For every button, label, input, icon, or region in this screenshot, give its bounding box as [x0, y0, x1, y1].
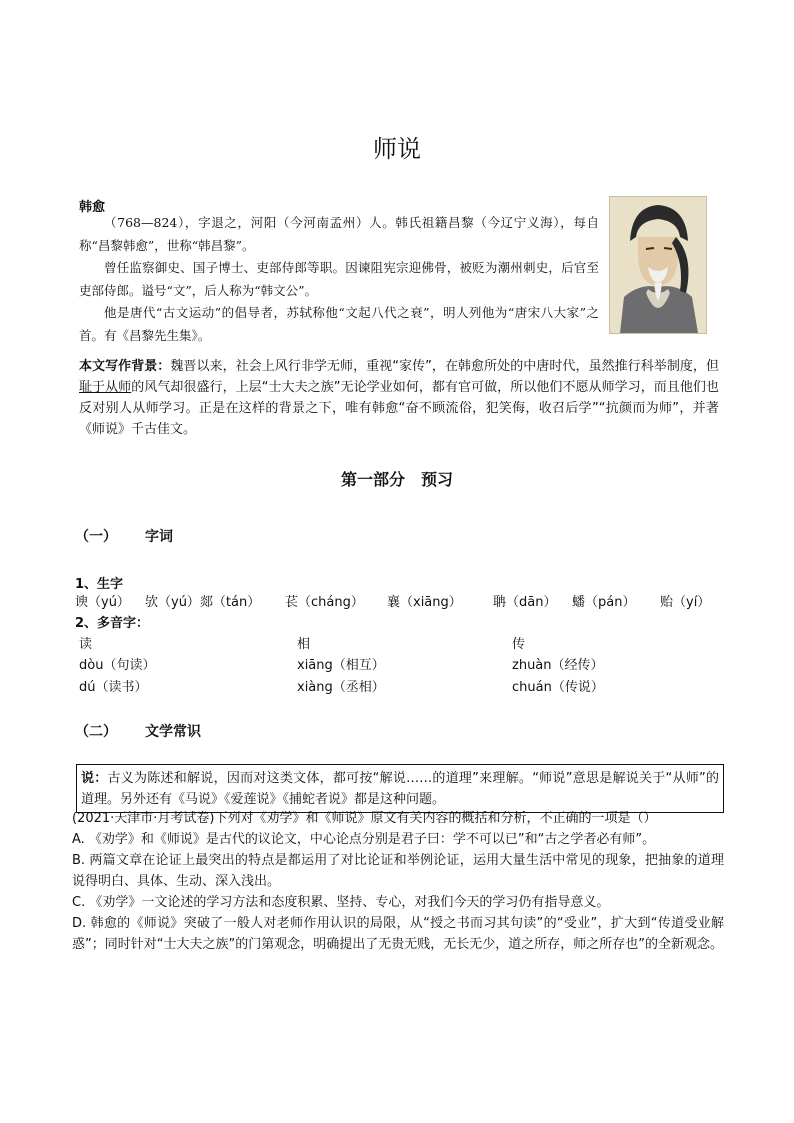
- new-characters-row: [75, 591, 725, 611]
- polyphonic-heading: 2、多音字：: [75, 616, 150, 631]
- author-bio: [79, 212, 599, 347]
- polyphonic-reading: xiāng（相互）: [297, 658, 385, 673]
- question-stem: (2021·天津市·月考试卷)下列对《劝学》和《师说》原文有关内容的概括和分析，不正确的一项是（）: [72, 811, 657, 826]
- new-characters-heading: 1、生字: [75, 577, 124, 592]
- writing-background: [79, 356, 719, 440]
- new-character-item: 聃（dān）: [493, 595, 557, 610]
- polyphonic-char: 读: [79, 637, 93, 652]
- part-one-title: 第一部分 预习: [340, 470, 453, 489]
- new-character-item: 蟠（pán）: [572, 595, 636, 610]
- shuo-label: 说：: [81, 771, 108, 786]
- new-character-item: 谀（yú）: [75, 595, 130, 610]
- polyphonic-reading: dú（读书）: [79, 680, 148, 695]
- option-d: D. 韩愈的《师说》突破了一般人对老师作用认识的局限，从“授之书而习其句读”的“受业”，扩大到“传道受业解惑”；同时针对“士大夫之族”的门第观念，明确提出了无贵无贱，无长无少，道之所存，师之所存也”的全新观念。: [72, 916, 724, 952]
- section-title: 文学常识: [145, 724, 201, 740]
- new-character-item: 欤（yú）郯（tán）: [145, 595, 261, 610]
- polyphonic-reading: dòu（句读）: [79, 658, 156, 673]
- section-literary-knowledge-heading: [75, 721, 201, 741]
- polyphonic-table: [79, 633, 719, 697]
- page-title: 师说: [373, 135, 421, 163]
- new-character-item: 贻（yí）: [660, 595, 711, 610]
- background-text: 魏晋以来，社会上风行非学无师，重视“家传”，在韩愈所处的中唐时代，虽然推行科举制度，但: [170, 359, 719, 374]
- bio-paragraph: （768—824），字退之，河阳（今河南孟州）人。韩氏祖籍昌黎（今辽宁义海），每自称“昌黎韩愈”，世称“韩昌黎”。: [79, 215, 599, 253]
- han-yu-portrait-image: [609, 196, 707, 334]
- bio-paragraph: 他是唐代“古文运动”的倡导者，苏轼称他“文起八代之衰”，明人列他为“唐宋八大家”之首。有《昌黎先生集》。: [79, 305, 599, 343]
- option-a: A. 《劝学》和《师说》是古代的议论文，中心论点分别是君子曰：学不可以已”和“古之学者必有师”。: [72, 832, 656, 847]
- bio-paragraph: 曾任监察御史、国子博士、吏部侍郎等职。因谏阻宪宗迎佛骨，被贬为潮州刺史，后官至吏部侍郎。谥号“文”，后人称为“韩文公”。: [79, 260, 599, 298]
- background-text: 的风气却很盛行，上层“士大夫之族”无论学业如何，都有官可做，所以他们不愿从师学习，而且他们也反对别人从师学习。正是在这样的背景之下，唯有韩愈“奋不顾流俗，犯笑侮，收召后学”“抗颜而为师”，并著《师说》千古佳文。: [79, 380, 719, 437]
- polyphonic-reading: chuán（传说）: [512, 680, 604, 695]
- author-name: 韩愈: [79, 200, 106, 215]
- section-number: （二）: [75, 724, 117, 740]
- polyphonic-reading: zhuàn（经传）: [512, 658, 604, 673]
- section-number: （一）: [75, 529, 117, 545]
- exam-question: [72, 808, 724, 955]
- polyphonic-char: 传: [512, 637, 526, 652]
- background-label: 本文写作背景：: [79, 359, 171, 374]
- shuo-definition-box: [76, 764, 724, 813]
- new-character-item: 苌（cháng）: [285, 595, 364, 610]
- background-underlined-phrase: 耻于从师: [79, 380, 132, 395]
- polyphonic-reading: xiàng（丞相）: [297, 680, 385, 695]
- new-character-item: 襄（xiāng）: [387, 595, 462, 610]
- shuo-text: 古义为陈述和解说，因而对这类文体，都可按“解说……的道理”来理解。“师说”意思是解说关于“从师”的道理。另外还有《马说》《爱莲说》《捕蛇者说》都是这种问题。: [81, 771, 719, 807]
- section-title: 字词: [145, 529, 173, 545]
- option-c: C. 《劝学》一文论述的学习方法和态度积累、坚持、专心，对我们今天的学习仍有指导意义。: [72, 895, 610, 910]
- polyphonic-char: 相: [297, 637, 311, 652]
- option-b: B. 两篇文章在论证上最突出的特点是都运用了对比论证和举例论证，运用大量生活中常见的现象，把抽象的道理说得明白、具体、生动、深入浅出。: [72, 853, 724, 889]
- section-vocabulary-heading: [75, 526, 173, 546]
